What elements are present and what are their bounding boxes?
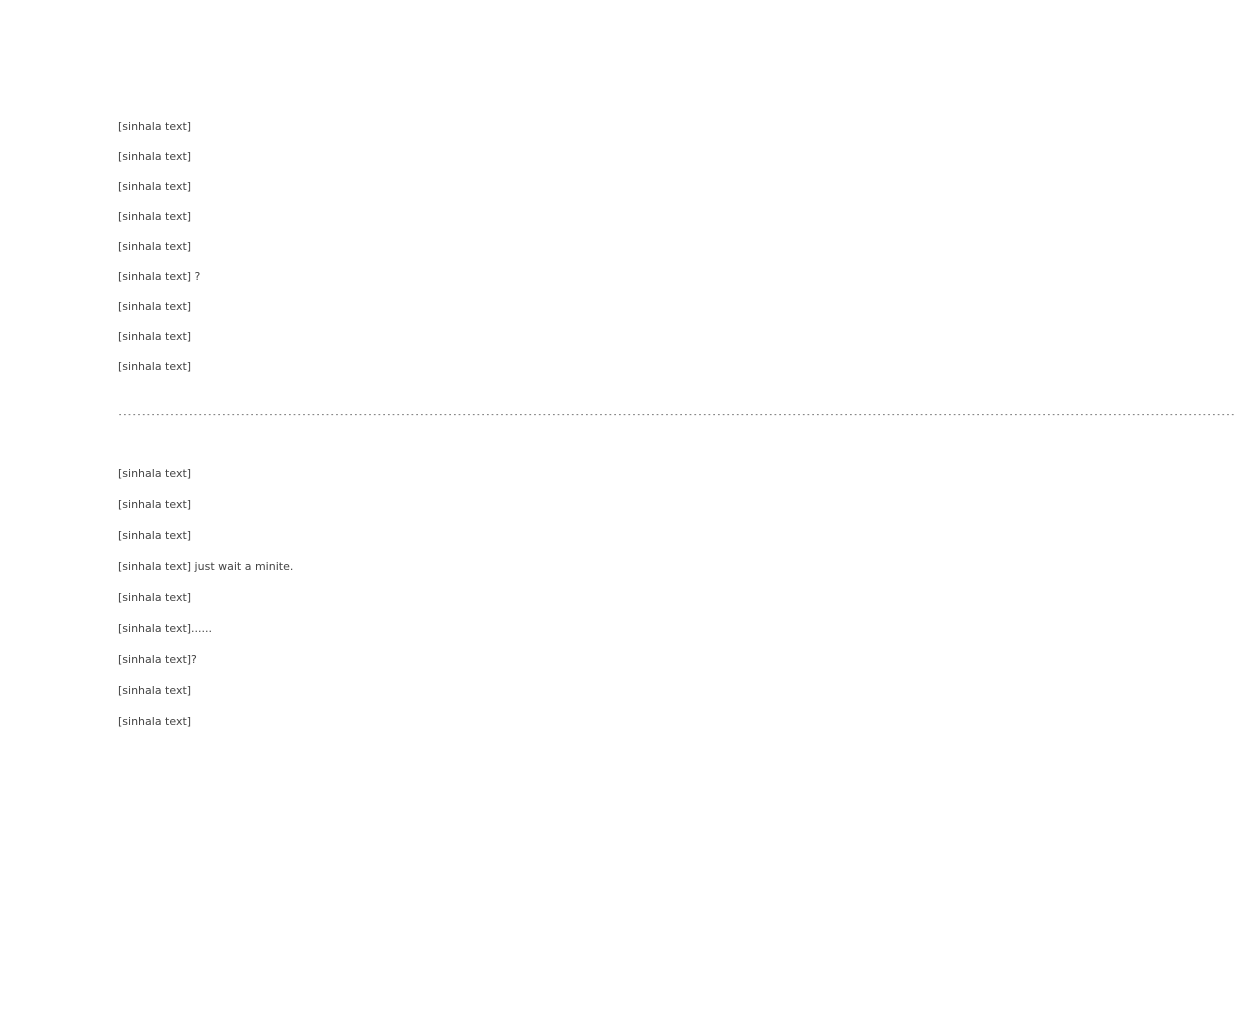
paragraph: [sinhala text]? [118,653,197,666]
paragraph: [sinhala text] [118,684,192,697]
paragraph: [sinhala text] [118,210,192,223]
story-section-1 [118,118,653,375]
paragraph: [sinhala text] just wait a minite. [118,560,294,573]
paragraph: [sinhala text] ? [118,270,201,283]
paragraph: [sinhala text] [118,360,192,373]
paragraph: [sinhala text] [118,240,192,253]
paragraph: [sinhala text] [118,120,192,133]
story-section-2 [118,465,653,730]
paragraph: [sinhala text] [118,180,192,193]
paragraph: [sinhala text] [118,330,192,343]
section-separator: --------------------------------------------------------------------------------------------------------------------------------------------------------------------------------------------------------------------------------------------- [118,411,1235,419]
paragraph: [sinhala text] [118,591,192,604]
document-page [118,118,1235,744]
paragraph: [sinhala text] [118,150,192,163]
paragraph: [sinhala text] [118,715,192,728]
paragraph: [sinhala text] [118,467,192,480]
paragraph: [sinhala text] [118,300,192,313]
paragraph: [sinhala text] [118,529,192,542]
paragraph: [sinhala text] [118,498,192,511]
paragraph: [sinhala text]...... [118,622,213,635]
